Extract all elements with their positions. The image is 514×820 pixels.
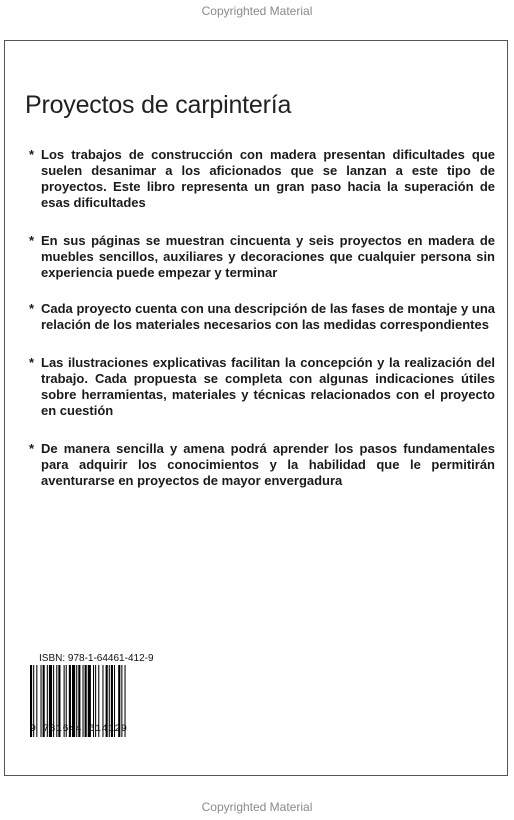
book-title: Proyectos de carpintería [25, 91, 292, 119]
copyright-watermark-bottom: Copyrighted Material [201, 800, 313, 814]
copyright-watermark-top: Copyrighted Material [201, 4, 313, 18]
bullet-text: De manera sencilla y amena podrá aprender los pasos fundamentales para adquirir los conocimientos y la habilidad que le permitirán aventurarse en proyectos de mayor envergadura [41, 441, 495, 488]
bullet-star-icon: * [29, 441, 35, 456]
bullet-star-icon: * [29, 355, 35, 370]
bullet-star-icon: * [29, 233, 35, 248]
bullet-text: Los trabajos de construcción con madera presentan dificultades que suelen desanimar a los aficionados que se lanzan a este tipo de proyectos. Este libro representa un gran paso hacia la superación de esas dificultades [41, 147, 495, 210]
isbn-label: ISBN: 978-1-64461-412-9 [39, 653, 154, 664]
bullet-text: Cada proyecto cuenta con una descripción de las fases de montaje y una relación de los materiales necesarios con las medidas correspondientes [41, 301, 495, 332]
bullet-text: Las ilustraciones explicativas facilitan la concepción y la realización del trabajo. Cada propuesta se completa con algunas indicaciones útiles sobre herramientas, materiales y técnicas relacionados con el proyecto en cuestión [41, 355, 495, 418]
bullet-star-icon: * [29, 301, 35, 316]
bullet-star-icon: * [29, 147, 35, 162]
bullet-text: En sus páginas se muestran cincuenta y seis proyectos en madera de muebles sencillos, auxiliares y decoraciones que cualquier persona sin experiencia puede empezar y terminar [41, 233, 495, 280]
book-back-cover [4, 40, 508, 776]
barcode-digits: 9 781644 614129 [30, 724, 128, 735]
